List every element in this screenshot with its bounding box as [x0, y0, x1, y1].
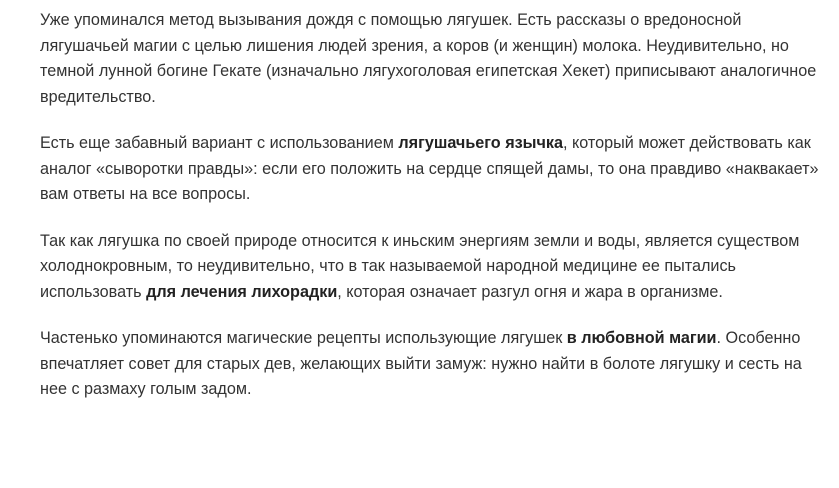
- paragraph-text: Уже упоминался метод вызывания дождя с помощью лягушек. Есть рассказы о вредоносной лягушачьей магии с целью лишения людей зрения, а коров (и женщин) молока. Неудивительно, но темной лунной богине Гекате (изначально лягухоголовая египетская Хекет) приписывают аналогичное вредительство.: [40, 11, 817, 106]
- paragraph-text: . Особенно впечатляет совет для старых дев, желающих выйти замуж: нужно найти в болоте лягушку и сесть на нее с размаху голым задом.: [40, 329, 802, 398]
- emphasis-fever-treatment: для лечения лихорадки: [146, 282, 338, 301]
- paragraph-text: Так как лягушка по своей природе относится к иньским энергиям земли и воды, является существом холоднокровным, то неудивительно, что в так называемой народной медицине ее пытались использовать: [40, 231, 800, 301]
- paragraph-text: , который может действовать как аналог «сыворотки правды»: если его положить на сердце спящей дамы, то она правдиво «наквакает» вам ответы на все вопросы.: [40, 134, 819, 203]
- paragraph-rain-magic: [40, 8, 820, 110]
- paragraph-text: Частенько упоминаются магические рецепты использующие лягушек: [40, 329, 567, 347]
- paragraph-love-magic: [40, 326, 820, 403]
- paragraph-text: Есть еще забавный вариант с использованием: [40, 134, 399, 152]
- paragraph-fever-treatment: [40, 229, 820, 306]
- emphasis-love-magic: в любовной магии: [566, 329, 717, 347]
- paragraph-text: , которая означает разгул огня и жара в организме.: [337, 282, 723, 301]
- emphasis-frog-tongue: лягушачьего язычка: [398, 134, 564, 152]
- paragraph-truth-serum: [40, 131, 820, 208]
- article-body: [40, 8, 820, 424]
